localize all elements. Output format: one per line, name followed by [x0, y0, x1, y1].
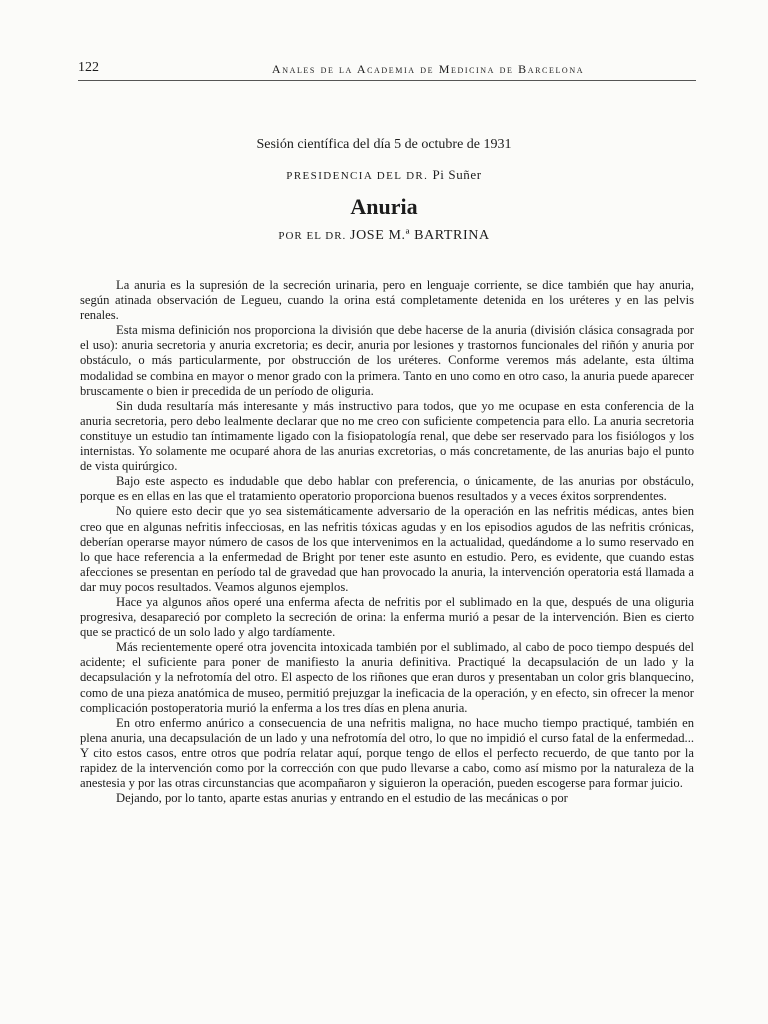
paragraph: Más recientemente operé otra jovencita intoxicada también por el sublimado, al cabo de poco tiempo después del acidente; el suficiente para poner de manifiesto la anuria definitiva. Practiqué la decapsulación de un lado y la decapsulación y la nefrotomía del otro. El aspecto de los riñones que eran duros y presentaban un color gris blanquecino, como de una pieza anatómica de museo, permitió prejuzgar la ineficacia de la operación, y en efecto, sin ofrecer la menor complicación postoperatoria murió la enferma a los tres días en plena anuria.: [80, 640, 694, 715]
paragraph: Hace ya algunos años operé una enferma afecta de nefritis por el sublimado en la que, después de una oliguria progresiva, desapareció por completo la secreción de orina: la enferma murió a pesar de la intervención. Bien es cierto que se practicó de un solo lado y algo tardíamente.: [80, 594, 694, 640]
page-number: 122: [78, 60, 99, 75]
presidency-prefix: PRESIDENCIA DEL DR.: [286, 170, 429, 182]
presidency-line: [0, 167, 768, 183]
paragraph: Esta misma definición nos proporciona la división que debe hacerse de la anuria (división clásica consagrada por el uso): anuria secretoria y anuria excretoria; es decir, anuria por lesiones y trastornos funcionales del riñón y anuria por obstáculo, o más particularmente, por obstrucción de los uréteres. Conforme veremos más adelante, esta última modalidad se combina en mayor o menor grado con la primera. Tanto en uno como en otro caso, la anuria puede aparecer bruscamente o bien ir precedida de un período de oliguria.: [80, 323, 694, 398]
session-line: Sesión científica del día 5 de octubre de 1931: [256, 137, 512, 152]
paragraph: Sin duda resultaría más interesante y más instructivo para todos, que yo me ocupase en esta conferencia de la anuria secretoria, pero debo lealmente declarar que no me creo con suficiente competencia para ello. La anuria secretoria constituye un estudio tan íntimamente ligado con la fisiopatología renal, que debe ser reservado para los fisiólogos y los internistas. Yo solamente me ocuparé ahora de las anurias excretorias, o más concretamente, de las anurias bajo el punto de vista quirúrgico.: [80, 398, 694, 474]
paragraph: La anuria es la supresión de la secreción urinaria, pero en lenguaje corriente, se dice también que hay anuria, según atinada observación de Legueu, cuando la orina está completamente detenida en los uréteres y en las pelvis renales.: [80, 278, 694, 323]
paragraph: No quiere esto decir que yo sea sistemáticamente adversario de la operación en las nefritis médicas, antes bien creo que en algunas nefritis infecciosas, en las nefritis tóxicas agudas y en los episodios agudos de las nefritis crónicas, deberían operarse mayor número de casos de los que intervenimos en la actualidad, quedándome a lo sumo reservado en lo que hace referencia a la enfermedad de Bright por tener este asunto en estudio. Pero, es evidente, que cuando estas afecciones se presentan en período tal de gravedad que han provocado la anuria, la intervención operatoria está llamada a dar muy pocos resultados. Veamos algunos ejemplos.: [80, 504, 694, 594]
page-header: [78, 58, 696, 81]
byline: [0, 228, 768, 244]
paragraph: En otro enfermo anúrico a consecuencia de una nefritis maligna, no hace mucho tiempo practiqué, también en plena anuria, una decapsulación de un lado y una nefrotomía del otro, lo que no impidió el curso fatal de la enfermedad... Y cito estos casos, entre otros que podría relatar aquí, porque tengo de ellos el perfecto recuerdo, de que tanto por la rapidez de la intervención como por la corrección con que pudo llevarse a cabo, como así mismo por la naturaleza de la anestesia y por las otras circunstancias que acompañaron y siguieron la operación, pueden escogerse para formar juicio.: [80, 715, 694, 791]
article-title: Anuria: [350, 194, 418, 219]
article-body: [80, 278, 694, 806]
running-head: Anales de la Academia de Medicina de Barcelona: [271, 62, 585, 76]
byline-prefix: POR EL DR.: [278, 230, 347, 242]
paragraph: Dejando, por lo tanto, aparte estas anurias y entrando en el estudio de las mecánicas o por: [116, 791, 568, 806]
paragraph: Bajo este aspecto es indudable que debo hablar con preferencia, o únicamente, de las anurias por obstáculo, porque es en ellas en las que el tratamiento operatorio proporciona buenos resultados y a veces éxitos sorprendentes.: [80, 474, 694, 504]
author-name: JOSE M.ª BARTRINA: [350, 228, 490, 243]
presidency-name: Pi Suñer: [432, 167, 482, 182]
